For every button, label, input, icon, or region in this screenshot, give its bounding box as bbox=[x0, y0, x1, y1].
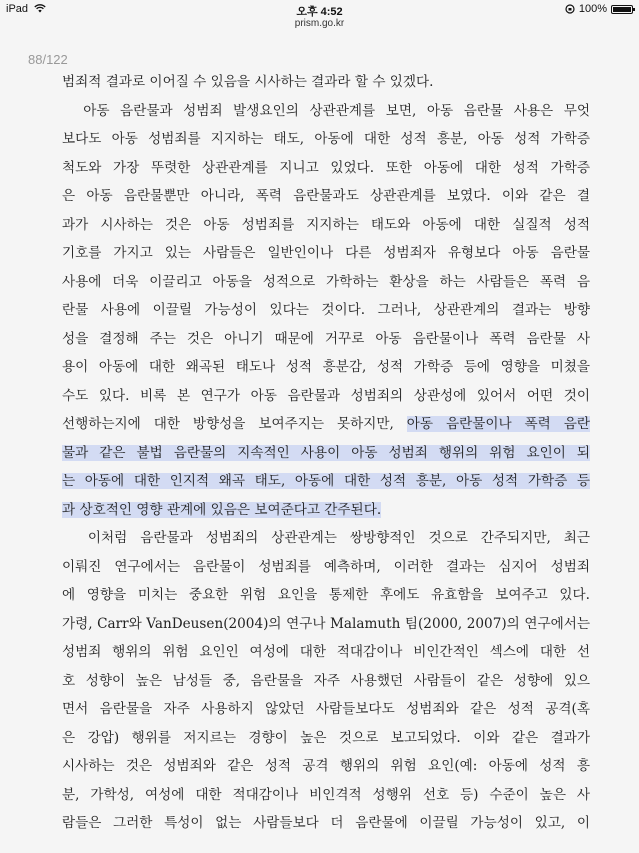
line-text: 선행하는지에 대한 방향성을 보여주지는 못하지만, bbox=[62, 416, 407, 432]
line-text: 분, 가학성, 여성에 대한 적대감이나 비인격적 성행위 선호 등) 수준이 높은 사 bbox=[62, 786, 590, 803]
text-line bbox=[62, 496, 590, 525]
text-line bbox=[62, 524, 590, 553]
line-text: 사용에 더욱 이끌리고 아동을 성적으로 가학하는 환상을 하는 사람들은 폭력 음 bbox=[62, 273, 590, 290]
line-text: 기호를 가지고 있는 사람들은 일반인이나 다른 성범죄자 유형보다 아동 음란물 bbox=[62, 245, 590, 261]
text-line bbox=[62, 353, 590, 382]
status-right bbox=[565, 3, 633, 15]
text-line bbox=[62, 439, 590, 468]
highlighted-text[interactable]: 과 상호적인 영향 관계에 있음은 보여준다고 간주된다. bbox=[62, 501, 382, 518]
text-line bbox=[62, 182, 590, 211]
line-text: 시사하는 것은 성범죄와 같은 성적 공격 행위의 위험 요인(예: 아동에 성적 흥 bbox=[62, 758, 590, 774]
line-text: 성을 결정해 주는 것은 아니기 때문에 거꾸로 아동 음란물이나 폭력 음란물 사 bbox=[62, 330, 590, 347]
text-line bbox=[62, 97, 590, 126]
text-line bbox=[62, 239, 590, 268]
line-text: 면서 음란물을 자주 사용하지 않았던 사람들보다도 성범죄와 같은 성적 공격(혹 bbox=[62, 701, 590, 717]
line-text: 과가 시사하는 것은 아동 성범죄를 지지하는 태도와 아동에 대한 실질적 성적 bbox=[62, 216, 590, 233]
text-line bbox=[62, 467, 590, 496]
text-line bbox=[62, 581, 590, 610]
line-text: 람들은 그러한 특성이 없는 사람들보다 더 음란물에 이끌릴 가능성이 있고, 이 bbox=[62, 815, 590, 831]
line-text: 이처럼 음란물과 성범죄의 상관관계는 쌍방향적인 것으로 간주되지만, 최근 bbox=[62, 530, 590, 546]
line-text: 척도와 가장 뚜렷한 상관관계를 지니고 있었다. 또한 아동에 대한 성적 가학증 bbox=[62, 159, 590, 176]
text-line bbox=[62, 410, 590, 439]
status-bar bbox=[0, 0, 639, 20]
line-text: 아동 음란물과 성범죄 발생요인의 상관관계를 보면, 아동 음란물 사용은 무엇 bbox=[62, 102, 590, 119]
text-line bbox=[62, 667, 590, 696]
battery-icon bbox=[611, 5, 633, 14]
line-text: 란물 사용에 이끌릴 가능성이 있다는 것이다. 그러나, 상관관계의 결과는 방향 bbox=[62, 302, 590, 318]
text-line bbox=[62, 68, 590, 97]
text-line bbox=[62, 211, 590, 240]
text-line bbox=[62, 610, 590, 639]
text-line bbox=[62, 154, 590, 183]
line-text: 보다도 아동 성범죄를 지지하는 태도, 아동에 대한 성적 흥분, 아동 성적 가학증 bbox=[62, 131, 590, 147]
text-line bbox=[62, 781, 590, 810]
line-text: 용이 아동에 대한 왜곡된 태도나 성적 흥분감, 성적 가학증 등에 영향을 미쳤을 bbox=[62, 359, 590, 375]
line-text: 성범죄 행위의 위험 요인인 여성에 대한 적대감이나 비인간적인 섹스에 대한 선 bbox=[62, 644, 590, 660]
device-name: iPad bbox=[6, 3, 29, 15]
text-line bbox=[62, 695, 590, 724]
highlighted-text[interactable]: 아동 음란물이나 폭력 음란 bbox=[406, 416, 590, 432]
text-line bbox=[62, 125, 590, 154]
text-line bbox=[62, 638, 590, 667]
page-number: 88/122 bbox=[28, 52, 68, 67]
line-text: 이뤄진 연구에서는 음란물이 성범죄를 예측하며, 이러한 결과는 심지어 성범죄 bbox=[62, 558, 590, 575]
text-line bbox=[62, 268, 590, 297]
battery-percent: 100% bbox=[578, 3, 607, 15]
text-line bbox=[62, 382, 590, 411]
line-text: 은 강압) 행위를 저지르는 경향이 높은 것으로 보고되었다. 이와 같은 결과가 bbox=[62, 729, 590, 746]
line-text: 범죄적 결과로 이어질 수 있음을 시사하는 결과라 할 수 있겠다. bbox=[62, 74, 434, 90]
highlighted-text[interactable]: 물과 같은 불법 음란물의 지속적인 사용이 아동 성범죄 행위의 위험 요인이 되 bbox=[62, 444, 590, 461]
line-text: 호 성향이 높은 남성들 중, 음란물을 자주 사용했던 사람들이 같은 성향에 있으 bbox=[62, 672, 590, 689]
line-text: 가령, Carr와 VanDeusen(2004)의 연구나 Malamuth 팀(2000, 2007)의 연구에서는 bbox=[62, 615, 590, 632]
highlighted-text[interactable]: 는 아동에 대한 인지적 왜곡 태도, 아동에 대한 성적 흥분, 아동 성적 가학증 등 bbox=[62, 473, 590, 489]
text-line bbox=[62, 325, 590, 354]
text-line bbox=[62, 553, 590, 582]
status-time: 오후 4:52 bbox=[296, 6, 343, 18]
text-line bbox=[62, 809, 590, 838]
orientation-lock-icon bbox=[565, 4, 575, 14]
url-bar[interactable]: prism.go.kr bbox=[294, 18, 345, 29]
text-line bbox=[62, 296, 590, 325]
line-text: 에 영향을 미치는 중요한 위험 요인을 통제한 후에도 유효함을 보여주고 있다. bbox=[62, 587, 590, 603]
line-text: 수도 있다. 비록 본 연구가 아동 음란물과 성범죄의 상관성에 있어서 어떤 것이 bbox=[62, 387, 590, 404]
document-body bbox=[62, 68, 590, 838]
line-text: 은 아동 음란물뿐만 아니라, 폭력 음란물과도 상관관계를 보였다. 이와 같은 결 bbox=[62, 188, 590, 204]
text-line bbox=[62, 752, 590, 781]
text-line bbox=[62, 724, 590, 753]
